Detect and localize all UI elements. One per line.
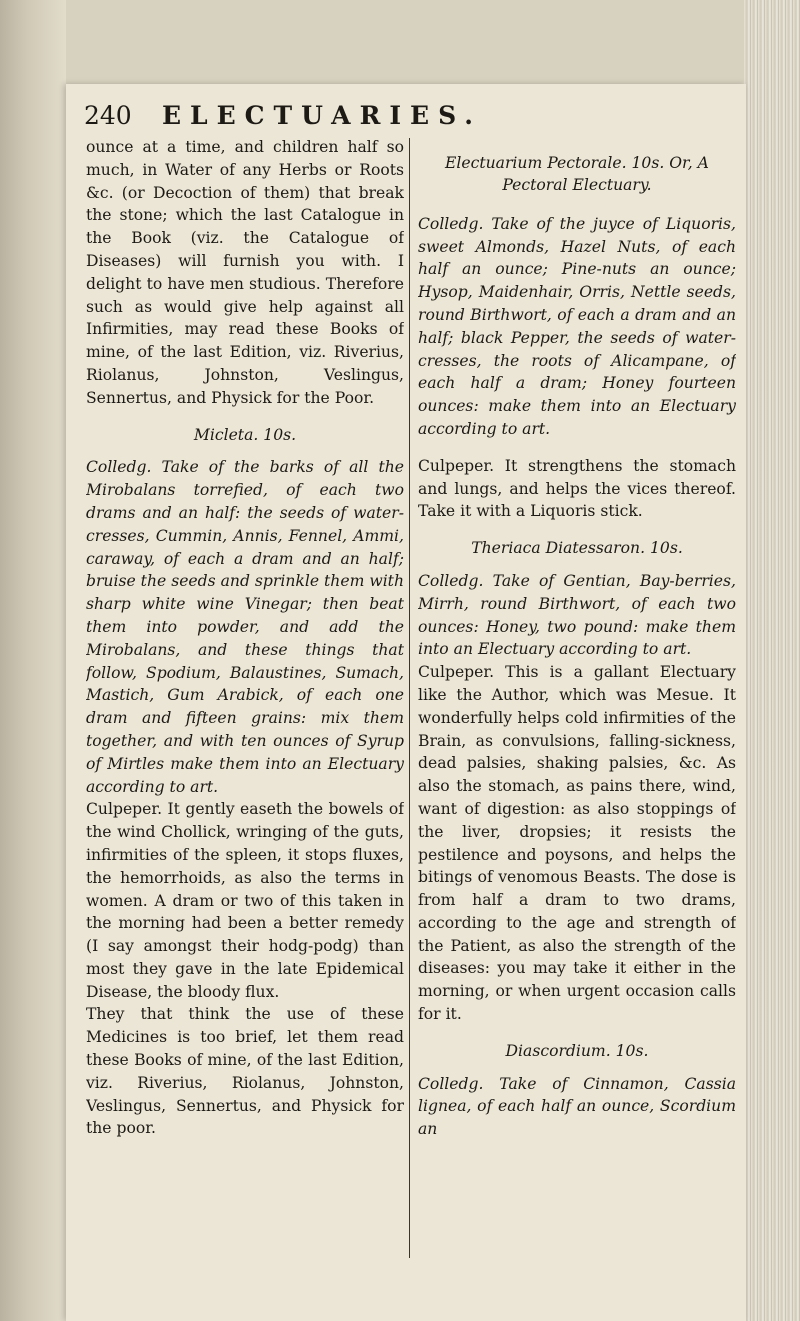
left-column (86, 136, 404, 1266)
pectoral-recipe: Colledg. Take of the juyce of Liquoris, sweet Almonds, Hazel Nuts, of each half an ounce; Pine-nuts an ounce; Hysop, Maidenhair, Orris, Nettle seeds, round Birthwort, of each a dram and an half; black Pepper, the seeds of water-cresses, the roots of Alicampane, of each half a dram; Honey fourteen ounces: make them into an Electuary according to art. (418, 214, 736, 438)
closing-paragraph: They that think the use of these Medicines is too brief, let them read these Books of mine, of the last Edition, viz. Riverius, Riolanus, Johnston, Veslingus, Sennertus, and Physick for the poor. (86, 1005, 404, 1138)
theriaca-heading: Theriaca Diatessaron. 10s. (471, 539, 683, 558)
pectoral-culpeper-note: Culpeper. It strengthens the stomach and lungs, and helps the vices thereof. Take it with a Liquoris stick. (418, 456, 736, 521)
running-header (84, 100, 724, 132)
book-binding (0, 0, 66, 1321)
micleta-heading: Micleta. 10s. (193, 425, 297, 444)
diascordium-heading: Diascordium. 10s. (505, 1041, 649, 1060)
left-intro-paragraph: ounce at a time, and children half so much, in Water of any Herbs or Roots &c. (or Decoction of them) that break the stone; which the last Catalogue in the Book (viz. the Catalogue of Diseases) will furnish you with. I delight to have men studious. Therefore such as would give help against all Infirmities, may read these Books of mine, of the last Edition, viz. Riverius, Riolanus, Johnston, Veslingus, Sennertus, and Physick for the Poor. (86, 138, 404, 407)
theriaca-recipe: Colledg. Take of Gentian, Bay-berries, Mirrh, round Birthwort, of each two ounces: Honey, two pound: make them into an Electuary according to art. (418, 571, 736, 659)
column-rule (409, 138, 410, 1258)
right-column (418, 136, 736, 1266)
page-number: 240 (84, 101, 132, 130)
pectoral-heading: Electuarium Pectorale. 10s. Or, A Pectoral Electuary. (445, 153, 709, 195)
micleta-recipe: Colledg. Take of the barks of all the Mirobalans torrefied, of each two drams and an half: the seeds of water-cresses, Cummin, Annis, Fennel, Ammi, caraway, of each a dram and an half; bruise the seeds and sprinkle them with sharp white wine Vinegar; then beat them into powder, and add the Mirobalans, and these things that follow, Spodium, Balaustines, Sumach, Mastich, Gum Arabick, of each one dram and fifteen grains: mix them together, and with ten ounces of Syrup of Mirtles make them into an Electuary according to art. (86, 458, 404, 796)
book-page (66, 84, 746, 1321)
page-edges (744, 0, 800, 1321)
diascordium-recipe: Colledg. Take of Cinnamon, Cassia lignea, of each half an ounce, Scordium an (418, 1074, 736, 1139)
theriaca-culpeper-note: Culpeper. This is a gallant Electuary like the Author, which was Mesue. It wonderfully helps cold infirmities of the Brain, as convulsions, falling-sickness, dead palsies, shaking palsies, &c. As also the stomach, as pains there, wind, want of digestion: as also stoppings of the liver, dropsies; it resists the pestilence and poysons, and helps the bitings of venomous Beasts. The dose is from half a dram to two drams, according to the age and strength of the Patient, as also the strength of the diseases: you may take it either in the morning, or when urgent occasion calls for it. (418, 663, 736, 1024)
micleta-culpeper-note: Culpeper. It gently easeth the bowels of the wind Chollick, wringing of the guts, infirmities of the spleen, it stops fluxes, the hemorrhoids, as also the terms in women. A dram or two of this taken in the morning had been a better remedy (I say amongst their hodg-podg) than most they gave in the late Epidemical Disease, the bloody flux. (86, 800, 404, 1001)
page-title: ELECTUARIES. (161, 101, 482, 130)
